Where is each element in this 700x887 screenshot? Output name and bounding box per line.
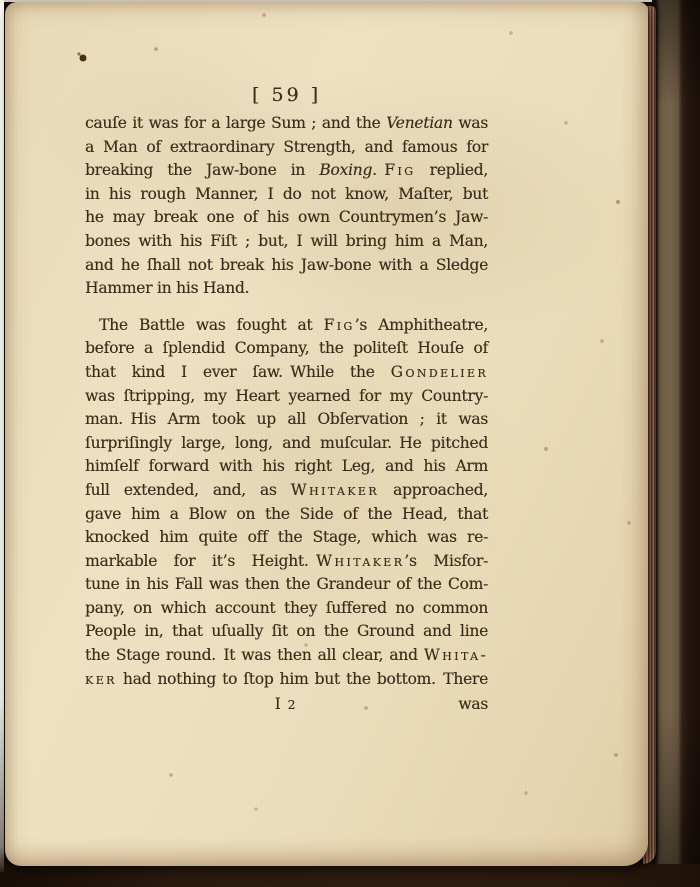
signature-number: 2 [287,697,296,713]
text-line [85,455,488,479]
text-line [85,337,488,361]
body-text: breaking the Jaw-bone in [85,161,320,180]
body-text: Hammer in his Hand. [85,279,250,298]
paragraph [85,314,488,692]
body-text: the Stage round. It was then all clear, and [85,646,424,665]
text-line [85,668,488,692]
text-line [85,206,488,230]
small-caps-name: Fig [384,161,416,180]
text-line [85,277,488,301]
text-line [85,159,488,183]
paper-speckles [5,2,7,4]
body-text: full extended, and, as [85,480,291,499]
printed-content [85,80,488,716]
body-text: a Man of extraordinary Strength, and famous for [85,137,488,156]
page-footer [85,692,488,716]
book-page [5,2,648,866]
text-line [85,479,488,503]
body-text: markable for it’s Height. [85,551,317,570]
text-line [85,644,488,668]
small-caps-name: Fig [323,315,355,334]
body-text: ’s Amphitheatre, [354,315,488,334]
body-text: was [452,114,488,132]
body-text: ’s Misfor- [404,551,488,570]
text-line [85,183,488,207]
text-line [85,408,488,432]
body-text: People in, that uſually ſit on the Ground and line [85,622,488,641]
body-text: The Battle was fought at [99,315,324,334]
body-text: that kind I ever ſaw. While the [85,362,391,381]
text-line [85,230,488,254]
body-text: knocked him quite off the Stage, which was re- [85,528,488,547]
book-bottom-edge [0,864,700,887]
small-caps-name: Whita- [423,646,488,665]
body-text: in his rough Manner, I do not know, Maſter, but [85,184,488,203]
catchword: was [458,695,488,714]
body-text: was ſtripping, my Heart yearned for my Country- [85,386,488,405]
italic-text: Venetian [386,114,453,132]
body-text: and he ſhall not break his Jaw-bone with a Sledge [85,255,488,274]
body-text: cauſe it was for a large Sum ; and the [85,114,387,132]
small-caps-name: Whitaker [290,480,379,499]
body-text: before a ſplendid Company, the politeſt Houſe of [85,339,488,358]
text-line [85,361,488,385]
text-line [85,254,488,278]
body-text: tune in his Fall was then the Grandeur of the Com- [85,575,488,594]
body-text: had nothing to ſtop him but the bottom. There [116,669,488,688]
body-text: ſurpriſingly large, long, and muſcular. He pitched [85,433,488,452]
body-text: gave him a Blow on the Side of the Head, that [85,504,488,523]
body-text: pany, on which account they ſuffered no common [85,598,488,617]
small-caps-name: Whitaker [316,551,405,570]
italic-text: Boxing [319,161,373,180]
text-line [85,550,488,574]
text-line [85,573,488,597]
body-text: bones with his Fiſt ; but, I will bring him a Man, [85,231,488,250]
body-text: replied, [415,161,488,180]
page-text [85,112,488,691]
text-line [85,432,488,456]
text-line [85,314,488,338]
small-caps-name: ker [85,669,117,688]
text-line [85,112,488,136]
signature-letter: I [274,695,281,714]
small-caps-name: Gondelier [390,362,488,381]
body-text: himſelf forward with his right Leg, and his Arm [85,457,488,476]
text-line [85,503,488,527]
body-text: . [372,161,385,180]
text-line [85,620,488,644]
text-line [85,385,488,409]
page-number: [ 59 ] [251,84,322,106]
paragraph [85,112,488,301]
text-line [85,597,488,621]
body-text: approached, [378,480,488,499]
text-line [85,136,488,160]
text-line [85,526,488,550]
scan-edge-strip [0,0,4,872]
body-text: man. His Arm took up all Obſervation ; it was [85,410,488,429]
signature-mark [275,692,296,717]
body-text: he may break one of his own Countrymen’s Jaw- [85,208,488,227]
